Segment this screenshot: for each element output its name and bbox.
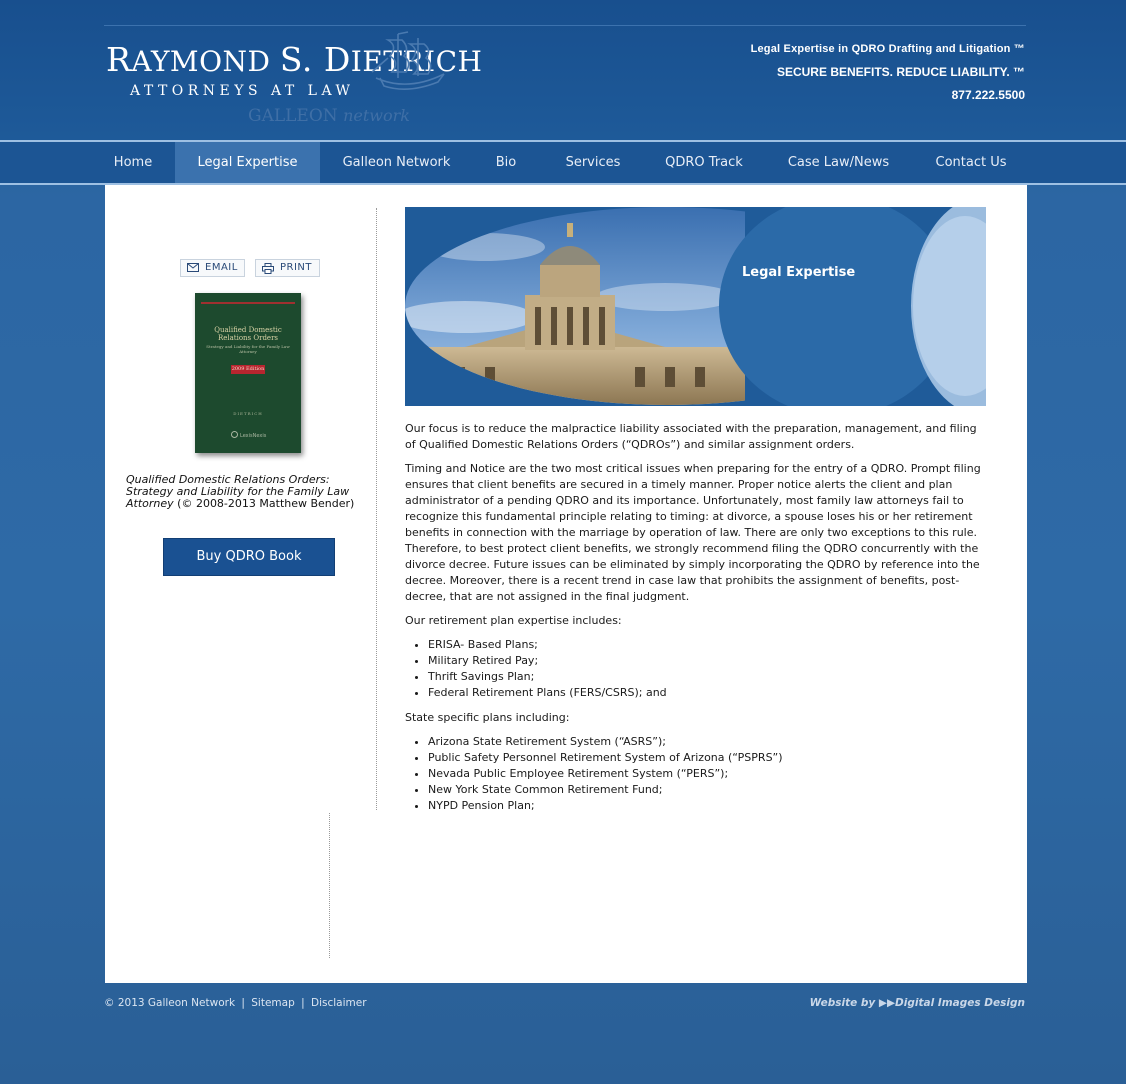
disclaimer-link[interactable]: Disclaimer bbox=[311, 997, 367, 1009]
list-item: • ERISA- Based Plans; bbox=[428, 637, 990, 653]
book-cover-publisher-name: LexisNexis bbox=[240, 433, 267, 439]
main-nav bbox=[0, 140, 1126, 185]
state-plans-heading: State specific plans including: bbox=[405, 711, 570, 724]
logo-text: S. bbox=[279, 40, 324, 79]
nav-galleon-network[interactable]: Galleon Network bbox=[342, 155, 451, 170]
galleon-network-logo bbox=[248, 106, 410, 126]
book-cover-title: Qualified Domestic Relations Orders bbox=[214, 326, 282, 342]
book-cover-author: DIETRICH bbox=[233, 411, 263, 416]
courthouse-banner-image bbox=[405, 207, 986, 406]
retirement-heading: Our retirement plan expertise includes: bbox=[405, 614, 622, 627]
logo-letter: R bbox=[106, 40, 132, 79]
book-cover-edition: 2009 Edition bbox=[231, 366, 265, 372]
double-arrow-icon: ▶▶ bbox=[878, 997, 896, 1009]
nav-contact-us[interactable]: Contact Us bbox=[935, 155, 1007, 170]
book-caption bbox=[126, 474, 371, 510]
logo-letter: D bbox=[323, 40, 351, 79]
envelope-icon bbox=[187, 263, 199, 272]
book-caption-title: Qualified Domestic Relations Orders: Strategy and Liability for the Family Law Attorney bbox=[126, 473, 350, 510]
nav-case-law-news[interactable]: Case Law/News bbox=[787, 155, 890, 170]
main-content bbox=[405, 421, 990, 823]
network-word: network bbox=[343, 106, 410, 125]
content-panel bbox=[105, 185, 1027, 983]
book-cover-publisher bbox=[231, 431, 291, 440]
buy-qdro-book-button[interactable]: Buy QDRO Book bbox=[163, 538, 335, 576]
list-item: • Military Retired Pay; bbox=[428, 653, 990, 669]
footer-links bbox=[104, 997, 367, 1009]
book-cover-subtitle: Strategy and Liability for the Family Law Attorney bbox=[206, 344, 290, 354]
credit-prefix: Website by bbox=[809, 997, 876, 1009]
nav-qdro-track[interactable]: QDRO Track bbox=[665, 155, 743, 170]
footer-separator: | bbox=[241, 997, 245, 1009]
book-caption-copyright: (© 2008-2013 Matthew Bender) bbox=[173, 497, 355, 510]
lexisnexis-logo-icon bbox=[231, 431, 238, 438]
list-item: • Public Safety Personnel Retirement System of Arizona (“PSPRS”) bbox=[428, 750, 990, 766]
banner-title: Legal Expertise bbox=[742, 265, 856, 280]
footer-copyright: © 2013 Galleon Network bbox=[104, 997, 236, 1009]
column-divider bbox=[376, 208, 377, 810]
list-item: • New York State Common Retirement Fund; bbox=[428, 782, 990, 798]
header-rule bbox=[104, 25, 1026, 26]
list-item: • NYPD Pension Plan; bbox=[428, 798, 990, 814]
retirement-plan-list bbox=[405, 637, 990, 701]
phone-number[interactable]: 877.222.5500 bbox=[951, 88, 1025, 102]
site-header bbox=[0, 0, 1126, 140]
nav-services[interactable]: Services bbox=[565, 155, 621, 170]
list-item: • Thrift Savings Plan; bbox=[428, 669, 990, 685]
qdro-book-cover[interactable] bbox=[195, 293, 301, 453]
galleon-word: GALLEON bbox=[248, 106, 338, 126]
sitemap-link[interactable]: Sitemap bbox=[251, 997, 295, 1009]
print-button[interactable] bbox=[255, 259, 320, 277]
column-divider-lower bbox=[329, 813, 330, 958]
credit-name: Digital Images Design bbox=[895, 997, 1025, 1009]
state-plan-list bbox=[405, 734, 990, 814]
nav-home[interactable]: Home bbox=[113, 155, 153, 170]
legal-expertise-banner bbox=[405, 207, 986, 406]
list-item: • Federal Retirement Plans (FERS/CSRS); and bbox=[428, 685, 990, 701]
book-cover-stripe bbox=[201, 302, 295, 304]
tagline-benefits: SECURE BENEFITS. REDUCE LIABILITY. ™ bbox=[776, 65, 1025, 79]
email-label: EMAIL bbox=[205, 262, 238, 273]
footer-separator: | bbox=[301, 997, 305, 1009]
galleon-ship-icon bbox=[368, 28, 450, 100]
logo-text: AYMOND bbox=[131, 45, 280, 78]
intro-paragraph: Our focus is to reduce the malpractice liability associated with the preparation, management, and filing of Qualified Domestic Relations Orders (“QDROs”) and similar assignment orders. bbox=[405, 422, 977, 451]
list-item: • Arizona State Retirement System (“ASRS”); bbox=[428, 734, 990, 750]
tagline-expertise: Legal Expertise in QDRO Drafting and Litigation ™ bbox=[750, 43, 1025, 55]
timing-notice-paragraph: Timing and Notice are the two most critical issues when preparing for the entry of a QDRO. Prompt filing ensures that client benefits are secured in a timely manner. Proper notice alerts the client and plan administrator of a pending QDRO and its importance. Unfortunately, most family law attorneys fail to recognize this fundamental principle relating to timing: at divorce, a spouse loses his or her retirement benefits in connection with the marriage by operation of law. There are only two exceptions to this rule. Therefore, to best protect client benefits, we strongly recommend filing the QDRO concurrently with the divorce decree. Future issues can be eliminated by simply incorporating the QDRO by reference into the decree. Moreover, there is a recent trend in case law that prohibits the assignment of benefits, post-decree, that are not assigned in the final judgment. bbox=[405, 462, 981, 603]
logo-subtitle: ATTORNEYS AT LAW bbox=[130, 83, 355, 99]
print-label: PRINT bbox=[280, 262, 313, 273]
nav-bio[interactable]: Bio bbox=[495, 155, 517, 170]
email-button[interactable] bbox=[180, 259, 245, 277]
designer-credit-link[interactable] bbox=[810, 997, 1025, 1009]
logo-text: IETRICH bbox=[350, 45, 483, 78]
printer-icon bbox=[262, 263, 274, 274]
list-item: • Nevada Public Employee Retirement System (“PERS”); bbox=[428, 766, 990, 782]
nav-legal-expertise[interactable]: Legal Expertise bbox=[175, 142, 320, 183]
